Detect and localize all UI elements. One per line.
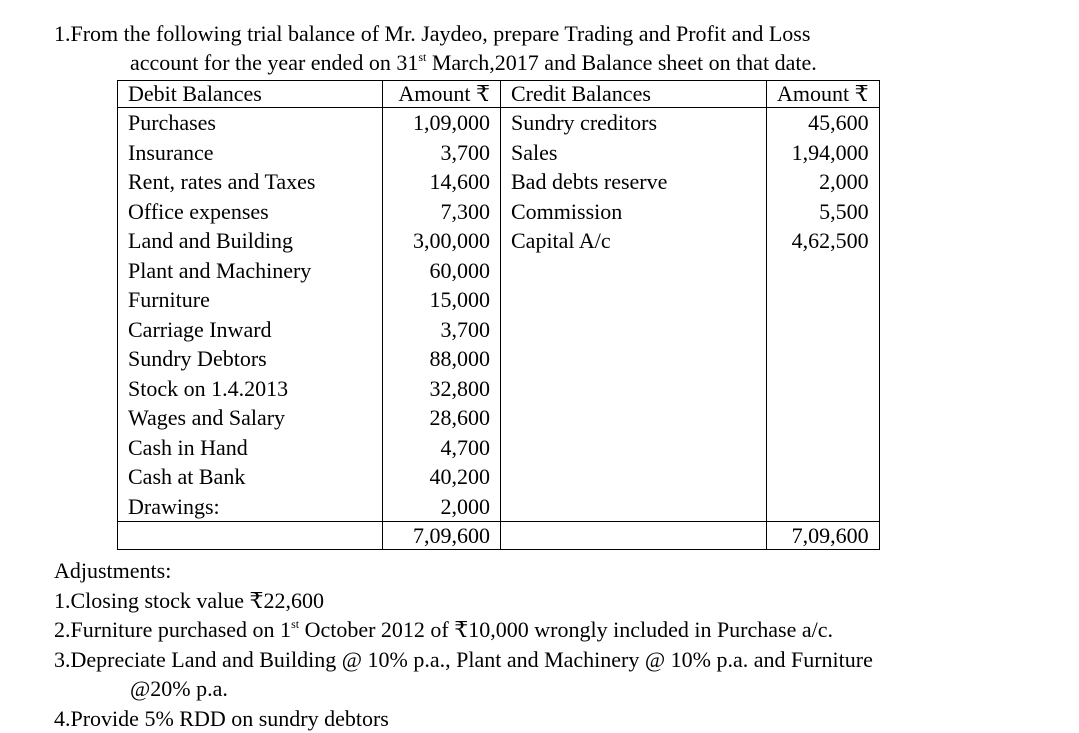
credit-item xyxy=(501,256,767,286)
table-row xyxy=(118,462,880,492)
debit-item: Insurance xyxy=(118,138,383,168)
credit-item: Bad debts reserve xyxy=(501,167,767,197)
debit-item: Carriage Inward xyxy=(118,315,383,345)
debit-item: Drawings: xyxy=(118,492,383,522)
adjustment-item-1: 1.Closing stock value ₹22,600 xyxy=(54,586,873,616)
credit-amount xyxy=(767,433,880,463)
trial-balance-table xyxy=(117,80,880,550)
credit-item xyxy=(501,374,767,404)
credit-amount: 45,600 xyxy=(767,108,880,138)
total-debit-amount: 7,09,600 xyxy=(383,522,501,550)
debit-item: Office expenses xyxy=(118,197,383,227)
credit-amount: 2,000 xyxy=(767,167,880,197)
adjustment-item-2-text: 2.Furniture purchased on 1 xyxy=(54,617,291,642)
adjustment-item-2 xyxy=(54,615,873,645)
total-credit-amount: 7,09,600 xyxy=(767,522,880,550)
table-row xyxy=(118,433,880,463)
table-header-row xyxy=(118,81,880,108)
credit-item: Commission xyxy=(501,197,767,227)
debit-item: Cash in Hand xyxy=(118,433,383,463)
debit-amount: 32,800 xyxy=(383,374,501,404)
debit-amount: 4,700 xyxy=(383,433,501,463)
adjustment-item-3-line-1: 3.Depreciate Land and Building @ 10% p.a., Plant and Machinery @ 10% p.a. and Furniture xyxy=(54,645,873,675)
table-row xyxy=(118,138,880,168)
header-credit-amount: Amount ₹ xyxy=(767,81,880,108)
credit-amount xyxy=(767,285,880,315)
credit-item xyxy=(501,315,767,345)
question-line-2-text: account for the year ended on 31 xyxy=(130,50,418,75)
table-row xyxy=(118,108,880,138)
debit-amount: 2,000 xyxy=(383,492,501,522)
table-row xyxy=(118,285,880,315)
debit-item: Sundry Debtors xyxy=(118,344,383,374)
header-debit-amount: Amount ₹ xyxy=(383,81,501,108)
credit-amount xyxy=(767,462,880,492)
question-line-2-rest: March,2017 and Balance sheet on that date. xyxy=(426,50,816,75)
debit-amount: 3,700 xyxy=(383,315,501,345)
question-line-1: 1.From the following trial balance of Mr. Jaydeo, prepare Trading and Profit and Loss xyxy=(54,19,810,49)
debit-item: Furniture xyxy=(118,285,383,315)
total-debit-label xyxy=(118,522,383,550)
total-credit-label xyxy=(501,522,767,550)
table-row xyxy=(118,315,880,345)
header-credit-balances: Credit Balances xyxy=(501,81,767,108)
credit-item: Sundry creditors xyxy=(501,108,767,138)
credit-item xyxy=(501,492,767,522)
adjustment-item-3-line-2: @20% p.a. xyxy=(54,674,873,704)
debit-item: Plant and Machinery xyxy=(118,256,383,286)
table-row xyxy=(118,197,880,227)
credit-amount xyxy=(767,344,880,374)
table-row xyxy=(118,374,880,404)
credit-amount: 5,500 xyxy=(767,197,880,227)
debit-item: Rent, rates and Taxes xyxy=(118,167,383,197)
table-row xyxy=(118,344,880,374)
debit-amount: 14,600 xyxy=(383,167,501,197)
debit-amount: 60,000 xyxy=(383,256,501,286)
table-row xyxy=(118,167,880,197)
table-row xyxy=(118,403,880,433)
credit-item xyxy=(501,433,767,463)
debit-amount: 28,600 xyxy=(383,403,501,433)
adjustments-section xyxy=(54,556,873,733)
adjustments-title: Adjustments: xyxy=(54,556,873,586)
credit-item: Capital A/c xyxy=(501,226,767,256)
debit-item: Stock on 1.4.2013 xyxy=(118,374,383,404)
credit-amount xyxy=(767,403,880,433)
credit-amount xyxy=(767,315,880,345)
credit-item xyxy=(501,462,767,492)
debit-item: Wages and Salary xyxy=(118,403,383,433)
credit-amount xyxy=(767,256,880,286)
table-row xyxy=(118,226,880,256)
table-row xyxy=(118,256,880,286)
credit-item xyxy=(501,285,767,315)
credit-amount: 1,94,000 xyxy=(767,138,880,168)
credit-amount: 4,62,500 xyxy=(767,226,880,256)
debit-item: Cash at Bank xyxy=(118,462,383,492)
debit-item: Land and Building xyxy=(118,226,383,256)
credit-amount xyxy=(767,492,880,522)
adjustment-item-4: 4.Provide 5% RDD on sundry debtors xyxy=(54,704,873,733)
debit-amount: 88,000 xyxy=(383,344,501,374)
debit-amount: 3,00,000 xyxy=(383,226,501,256)
superscript-st: st xyxy=(291,617,299,631)
debit-item: Purchases xyxy=(118,108,383,138)
debit-amount: 7,300 xyxy=(383,197,501,227)
debit-amount: 40,200 xyxy=(383,462,501,492)
credit-item xyxy=(501,344,767,374)
table-total-row xyxy=(118,522,880,550)
table-row xyxy=(118,492,880,522)
debit-amount: 1,09,000 xyxy=(383,108,501,138)
credit-item xyxy=(501,403,767,433)
question-line-2 xyxy=(130,48,817,78)
debit-amount: 15,000 xyxy=(383,285,501,315)
superscript-st: st xyxy=(418,50,426,64)
credit-item: Sales xyxy=(501,138,767,168)
credit-amount xyxy=(767,374,880,404)
debit-amount: 3,700 xyxy=(383,138,501,168)
adjustment-item-2-rest: October 2012 of ₹10,000 wrongly included in Purchase a/c. xyxy=(299,617,833,642)
header-debit-balances: Debit Balances xyxy=(118,81,383,108)
